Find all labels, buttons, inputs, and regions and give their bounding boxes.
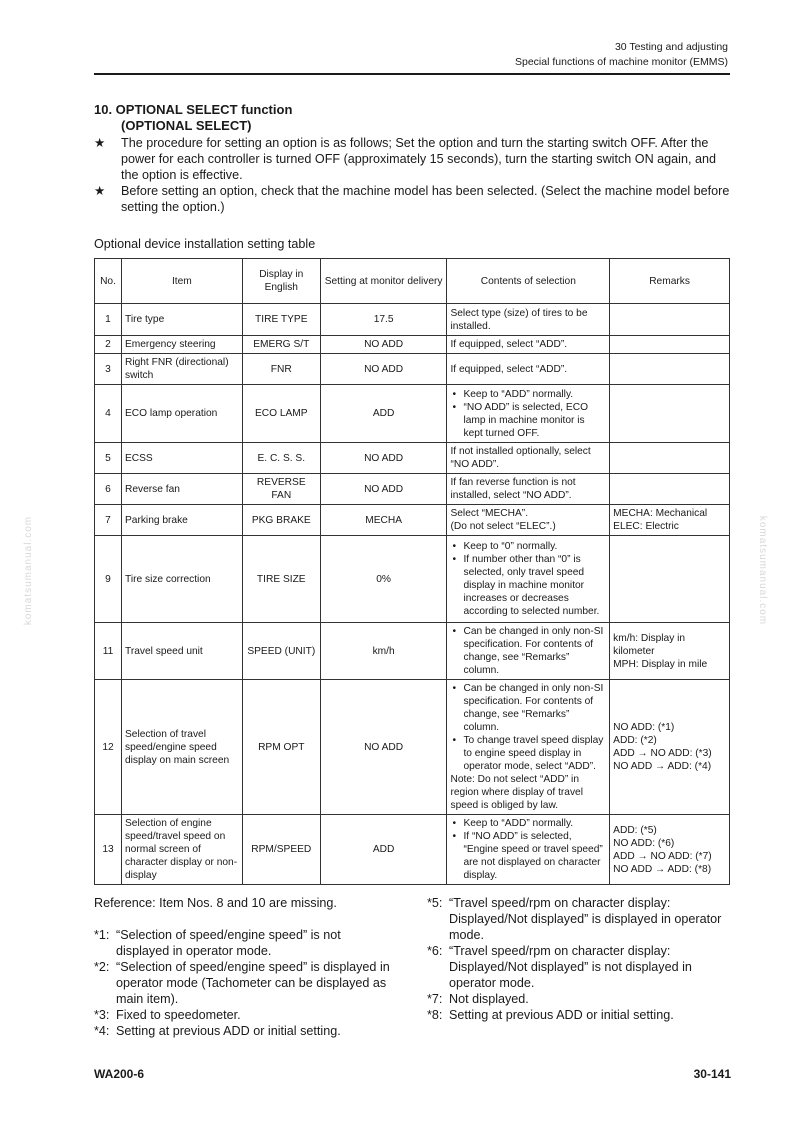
section-title: 10. OPTIONAL SELECT function <box>94 102 293 117</box>
table-row <box>95 536 730 623</box>
cell-item: Selection of engine speed/travel speed on normal screen of character display or non-display <box>121 815 242 885</box>
contents-bullets <box>450 625 606 677</box>
cell-item: Selection of travel speed/engine speed display on main screen <box>121 680 242 815</box>
cell-no: 3 <box>95 354 122 385</box>
cell-item: Travel speed unit <box>121 623 242 680</box>
footnote <box>427 1007 730 1023</box>
contents-text: Select type (size) of tires to be installed. <box>450 307 588 332</box>
footnote-mark: *2: <box>94 960 110 974</box>
cell-display: EMERG S/T <box>242 336 320 354</box>
cell-contents <box>447 474 610 505</box>
footnote-text: Setting at previous ADD or initial setting. <box>449 1008 674 1022</box>
star-icon: ★ <box>94 136 106 150</box>
star-note <box>94 183 730 215</box>
cell-setting: NO ADD <box>320 354 447 385</box>
cell-no: 2 <box>95 336 122 354</box>
cell-remarks: km/h: Display in kilometer MPH: Display in mile <box>610 623 730 680</box>
footnote-text: “Selection of speed/engine speed” is displayed in operator mode (Tachometer can be displayed as main item). <box>116 960 390 1006</box>
cell-setting: ADD <box>320 815 447 885</box>
footnotes-left <box>94 895 394 1039</box>
cell-remarks: NO ADD: (*1) ADD: (*2) ADD → NO ADD: (*3) NO ADD → ADD: (*4) <box>610 680 730 815</box>
contents-note: Note: Do not select “ADD” in region where display of travel speed is obliged by law. <box>450 774 583 811</box>
page-number: 30-141 <box>693 1067 731 1081</box>
contents-bullets <box>450 540 606 618</box>
cell-setting: 17.5 <box>320 304 447 336</box>
footnote-mark: *5: <box>427 896 443 910</box>
table-row <box>95 304 730 336</box>
cell-item: Tire size correction <box>121 536 242 623</box>
cell-display: TIRE TYPE <box>242 304 320 336</box>
section-subtitle: (OPTIONAL SELECT) <box>121 118 252 133</box>
contents-text: Select “MECHA”. (Do not select “ELEC”.) <box>450 508 556 532</box>
footnote-mark: *1: <box>94 928 110 942</box>
cell-no: 5 <box>95 443 122 474</box>
cell-no: 4 <box>95 385 122 443</box>
section-header: Special functions of machine monitor (EMMS) <box>515 56 728 68</box>
cell-remarks <box>610 474 730 505</box>
reference-note: Reference: Item Nos. 8 and 10 are missing. <box>94 896 337 910</box>
cell-remarks <box>610 336 730 354</box>
contents-bullets <box>450 817 606 882</box>
bullet-item: • To change travel speed display to engine speed display in operator mode, select “ADD”. <box>450 734 606 773</box>
cell-item: ECO lamp operation <box>121 385 242 443</box>
cell-display: FNR <box>242 354 320 385</box>
cell-setting: MECHA <box>320 505 447 536</box>
contents-bullets <box>450 682 606 773</box>
bullet-item: • If number other than “0” is selected, only travel speed display in machine monitor increases or decreases according to selected number. <box>450 553 606 618</box>
contents-text: If equipped, select “ADD”. <box>450 339 568 350</box>
cell-no: 6 <box>95 474 122 505</box>
cell-setting: NO ADD <box>320 680 447 815</box>
cell-setting: ADD <box>320 385 447 443</box>
cell-setting: NO ADD <box>320 443 447 474</box>
footnote <box>427 943 730 991</box>
header-contents: Contents of selection <box>447 259 610 304</box>
table-row <box>95 815 730 885</box>
footnote-mark: *8: <box>427 1008 443 1022</box>
cell-item: Parking brake <box>121 505 242 536</box>
cell-contents <box>447 505 610 536</box>
footnote-mark: *4: <box>94 1024 110 1038</box>
table-row <box>95 336 730 354</box>
watermark-left: komatsumanual.com <box>23 515 35 626</box>
cell-remarks <box>610 385 730 443</box>
footnote-text: “Travel speed/rpm on character display: Displayed/Not displayed” is displayed in operator mode. <box>449 896 722 942</box>
table-row <box>95 385 730 443</box>
footnote-text: Not displayed. <box>449 992 529 1006</box>
cell-remarks: ADD: (*5) NO ADD: (*6) ADD → NO ADD: (*7) NO ADD → ADD: (*8) <box>610 815 730 885</box>
table-row <box>95 443 730 474</box>
cell-item: Right FNR (directional) switch <box>121 354 242 385</box>
cell-contents <box>447 304 610 336</box>
page-header <box>515 40 728 70</box>
header-setting: Setting at monitor delivery <box>320 259 447 304</box>
model-name: WA200-6 <box>94 1067 145 1081</box>
cell-setting: NO ADD <box>320 474 447 505</box>
table-row <box>95 680 730 815</box>
header-rule <box>94 73 730 75</box>
cell-contents <box>447 354 610 385</box>
cell-contents <box>447 623 610 680</box>
cell-remarks <box>610 304 730 336</box>
header-display: Display in English <box>242 259 320 304</box>
table-row <box>95 505 730 536</box>
footnotes-right <box>427 895 730 1023</box>
cell-remarks <box>610 354 730 385</box>
bullet-item: • Can be changed in only non-SI specification. For contents of change, see “Remarks” column. <box>450 625 606 677</box>
header-item: Item <box>121 259 242 304</box>
header-no: No. <box>95 259 122 304</box>
table-row <box>95 474 730 505</box>
cell-no: 9 <box>95 536 122 623</box>
cell-display: ECO LAMP <box>242 385 320 443</box>
cell-no: 12 <box>95 680 122 815</box>
cell-no: 13 <box>95 815 122 885</box>
footnote-mark: *7: <box>427 992 443 1006</box>
cell-display: E. C. S. S. <box>242 443 320 474</box>
note-text: Before setting an option, check that the machine model has been selected. (Select the machine model before setting the option.) <box>121 184 730 214</box>
main-content <box>94 102 730 1038</box>
footnote <box>427 991 730 1007</box>
table-row <box>95 623 730 680</box>
cell-no: 1 <box>95 304 122 336</box>
footnote-text: “Travel speed/rpm on character display: Displayed/Not displayed” is not displayed in operator mode. <box>449 944 692 990</box>
note-text: The procedure for setting an option is as follows; Set the option and turn the starting switch OFF. After the power for each controller is turned OFF (approximately 15 seconds), turn the starting switch ON again, and the option is effective. <box>121 136 716 182</box>
cell-item: ECSS <box>121 443 242 474</box>
cell-no: 11 <box>95 623 122 680</box>
footnote-mark: *3: <box>94 1008 110 1022</box>
cell-display: RPM OPT <box>242 680 320 815</box>
bullet-item: • If “NO ADD” is selected, “Engine speed or travel speed” are not displayed on character display. <box>450 830 606 882</box>
cell-remarks <box>610 443 730 474</box>
cell-contents <box>447 680 610 815</box>
cell-no: 7 <box>95 505 122 536</box>
table-caption: Optional device installation setting table <box>94 237 316 251</box>
cell-contents <box>447 536 610 623</box>
footnote-text: Fixed to speedometer. <box>116 1008 241 1022</box>
contents-text: If equipped, select “ADD”. <box>450 363 568 375</box>
chapter-title: 30 Testing and adjusting <box>614 41 728 53</box>
bullet-item: • Keep to “0” normally. <box>450 540 606 553</box>
footnote <box>427 895 730 943</box>
cell-display: TIRE SIZE <box>242 536 320 623</box>
cell-item: Emergency steering <box>121 336 242 354</box>
footnote <box>94 1023 394 1039</box>
footnote <box>94 927 394 959</box>
cell-contents <box>447 815 610 885</box>
cell-remarks: MECHA: Mechanical ELEC: Electric <box>610 505 730 536</box>
option-setting-table <box>94 258 730 885</box>
contents-text: If fan reverse function is not installed, select “NO ADD”. <box>450 477 576 501</box>
table-body <box>95 304 730 885</box>
cell-display: RPM/SPEED <box>242 815 320 885</box>
star-icon: ★ <box>94 184 106 198</box>
bullet-item: • Keep to “ADD” normally. <box>450 388 606 401</box>
cell-item: Tire type <box>121 304 242 336</box>
footnote <box>94 1007 394 1023</box>
cell-setting: 0% <box>320 536 447 623</box>
page-footer <box>94 1067 731 1081</box>
bullet-item: • “NO ADD” is selected, ECO lamp in machine monitor is kept turned OFF. <box>450 401 606 440</box>
footnote-mark: *6: <box>427 944 443 958</box>
table-row <box>95 354 730 385</box>
contents-bullets <box>450 388 606 440</box>
star-note <box>94 135 730 183</box>
cell-setting: km/h <box>320 623 447 680</box>
bullet-item: • Keep to “ADD” normally. <box>450 817 606 830</box>
cell-display: REVERSE FAN <box>242 474 320 505</box>
footnote-text: Setting at previous ADD or initial setting. <box>116 1024 341 1038</box>
cell-display: PKG BRAKE <box>242 505 320 536</box>
cell-contents <box>447 336 610 354</box>
bullet-item: • Can be changed in only non-SI specification. For contents of change, see “Remarks” column. <box>450 682 606 734</box>
cell-display: SPEED (UNIT) <box>242 623 320 680</box>
cell-contents <box>447 443 610 474</box>
table-header-row <box>95 259 730 304</box>
footnote <box>94 959 394 1007</box>
cell-item: Reverse fan <box>121 474 242 505</box>
cell-remarks <box>610 536 730 623</box>
header-remarks: Remarks <box>610 259 730 304</box>
cell-contents <box>447 385 610 443</box>
contents-text: If not installed optionally, select “NO ADD”. <box>450 446 591 470</box>
footnote-text: “Selection of speed/engine speed” is not displayed in operator mode. <box>116 928 341 958</box>
watermark-right: komatsumanual.com <box>757 515 769 626</box>
cell-setting: NO ADD <box>320 336 447 354</box>
